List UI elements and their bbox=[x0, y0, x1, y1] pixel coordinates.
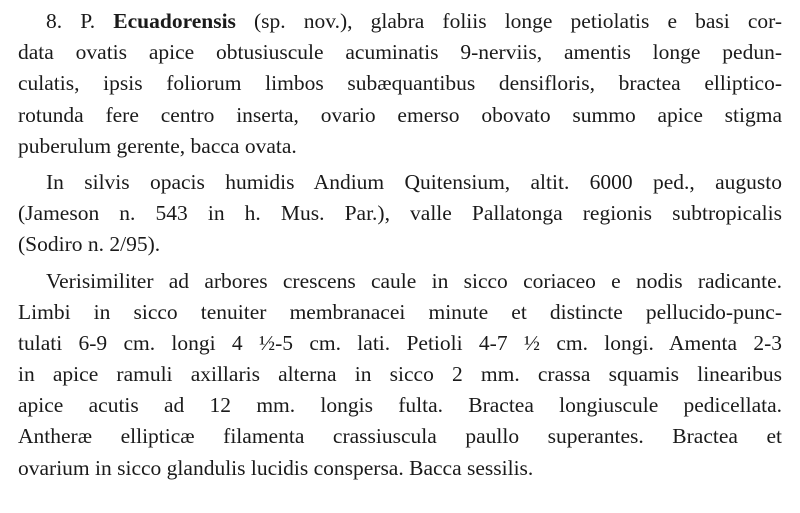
locality-paragraph bbox=[18, 167, 782, 261]
text-line: tulati 6-9 cm. longi 4 ½-5 cm. lati. Petioli 4-7 ½ cm. longi. Amenta 2-3 bbox=[18, 330, 782, 355]
text-line: apice acutis ad 12 mm. longis fulta. Bractea longiuscule pedicellata. bbox=[18, 393, 782, 418]
text-line: In silvis opacis humidis Andium Quitensium, altit. 6000 ped., augusto bbox=[46, 169, 782, 194]
text-line: culatis, ipsis foliorum limbos subæquantibus densifloris, bractea elliptico- bbox=[18, 71, 782, 96]
text-line: Limbi in sicco tenuiter membranacei minute et distincte pellucido-punc- bbox=[18, 299, 782, 324]
text-line: ovarium in sicco glandulis lucidis conspersa. Bacca sessilis. bbox=[18, 455, 534, 480]
text-line: (Jameson n. 543 in h. Mus. Par.), valle Pallatonga regionis subtropicalis bbox=[18, 201, 782, 226]
text-line: data ovatis apice obtusiuscule acuminatis 9-nerviis, amentis longe pedun- bbox=[18, 40, 782, 65]
text-line: in apice ramuli axillaris alterna in sicco 2 mm. crassa squamis linearibus bbox=[18, 362, 782, 387]
text-line: 8. P. Ecuadorensis (sp. nov.), glabra foliis longe petiolatis e basi cor- bbox=[46, 9, 782, 33]
text-line: Verisimiliter ad arbores crescens caule in sicco coriaceo e nodis radicante. bbox=[46, 268, 782, 293]
text-line: (Sodiro n. 2/95). bbox=[18, 232, 161, 257]
species-diagnosis-paragraph bbox=[18, 6, 782, 162]
text-line: Antheræ ellipticæ filamenta crassiuscula paullo superantes. Bractea et bbox=[18, 424, 782, 449]
text-line: rotunda fere centro inserta, ovario emerso obovato summo apice stigma bbox=[18, 102, 782, 127]
species-name: Ecuadorensis bbox=[113, 9, 236, 33]
document-page bbox=[18, 6, 782, 484]
description-paragraph bbox=[18, 266, 782, 484]
text-line: puberulum gerente, bacca ovata. bbox=[18, 133, 297, 158]
